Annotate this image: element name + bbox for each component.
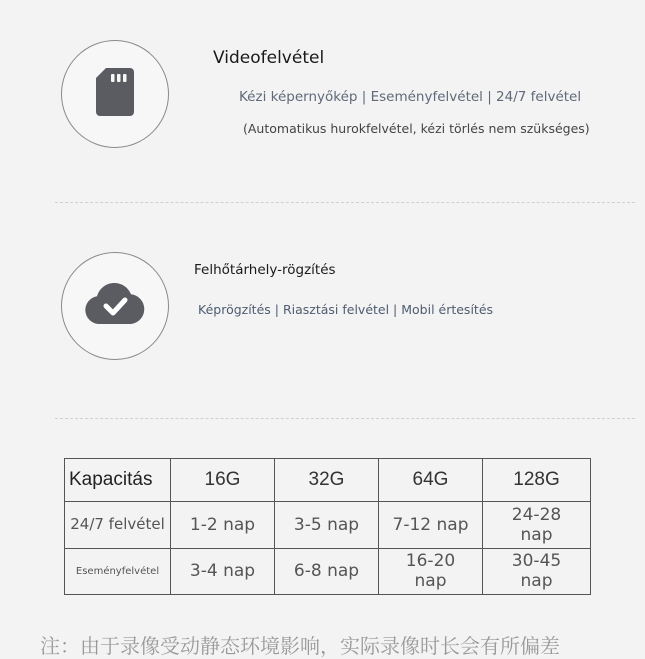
cloud-recording-subtitle: Képrögzítés | Riasztási felvétel | Mobil értesítés [198, 302, 494, 317]
table-row [65, 548, 591, 595]
footer-note: 注：由于录像受动静态环境影响，实际录像时长会有所偏差 [40, 634, 560, 658]
table-cell: 7-12 nap [379, 502, 483, 549]
column-header: 16G [171, 459, 275, 502]
table-cell: 30-45 nap [483, 548, 591, 595]
table-cell: 3-5 nap [275, 502, 379, 549]
video-recording-subtitle: Kézi képernyőkép | Eseményfelvétel | 24/7 felvétel [239, 89, 582, 105]
table-row [65, 502, 591, 549]
table-header-row [65, 459, 591, 502]
row-label: 24/7 felvétel [65, 502, 171, 549]
column-header: 32G [275, 459, 379, 502]
sd-card-icon [94, 66, 136, 122]
video-recording-note: (Automatikus hurokfelvétel, kézi törlés nem szükséges) [243, 121, 590, 136]
section-divider [55, 418, 635, 419]
table-cell: 16-20 nap [379, 548, 483, 595]
cloud-recording-title: Felhőtárhely-rögzítés [194, 262, 336, 278]
column-header: 64G [379, 459, 483, 502]
video-recording-icon-circle [61, 40, 169, 148]
table-cell: 6-8 nap [275, 548, 379, 595]
table-cell: 24-28 nap [483, 502, 591, 549]
capacity-header: Kapacitás [65, 459, 171, 502]
capacity-table [64, 458, 591, 595]
table-cell: 1-2 nap [171, 502, 275, 549]
row-label: Eseményfelvétel [65, 548, 171, 595]
section-divider [55, 202, 635, 203]
cloud-recording-icon-circle [61, 252, 169, 360]
video-recording-title: Videofelvétel [213, 48, 325, 68]
column-header: 128G [483, 459, 591, 502]
cloud-check-icon [83, 282, 147, 330]
table-cell: 3-4 nap [171, 548, 275, 595]
